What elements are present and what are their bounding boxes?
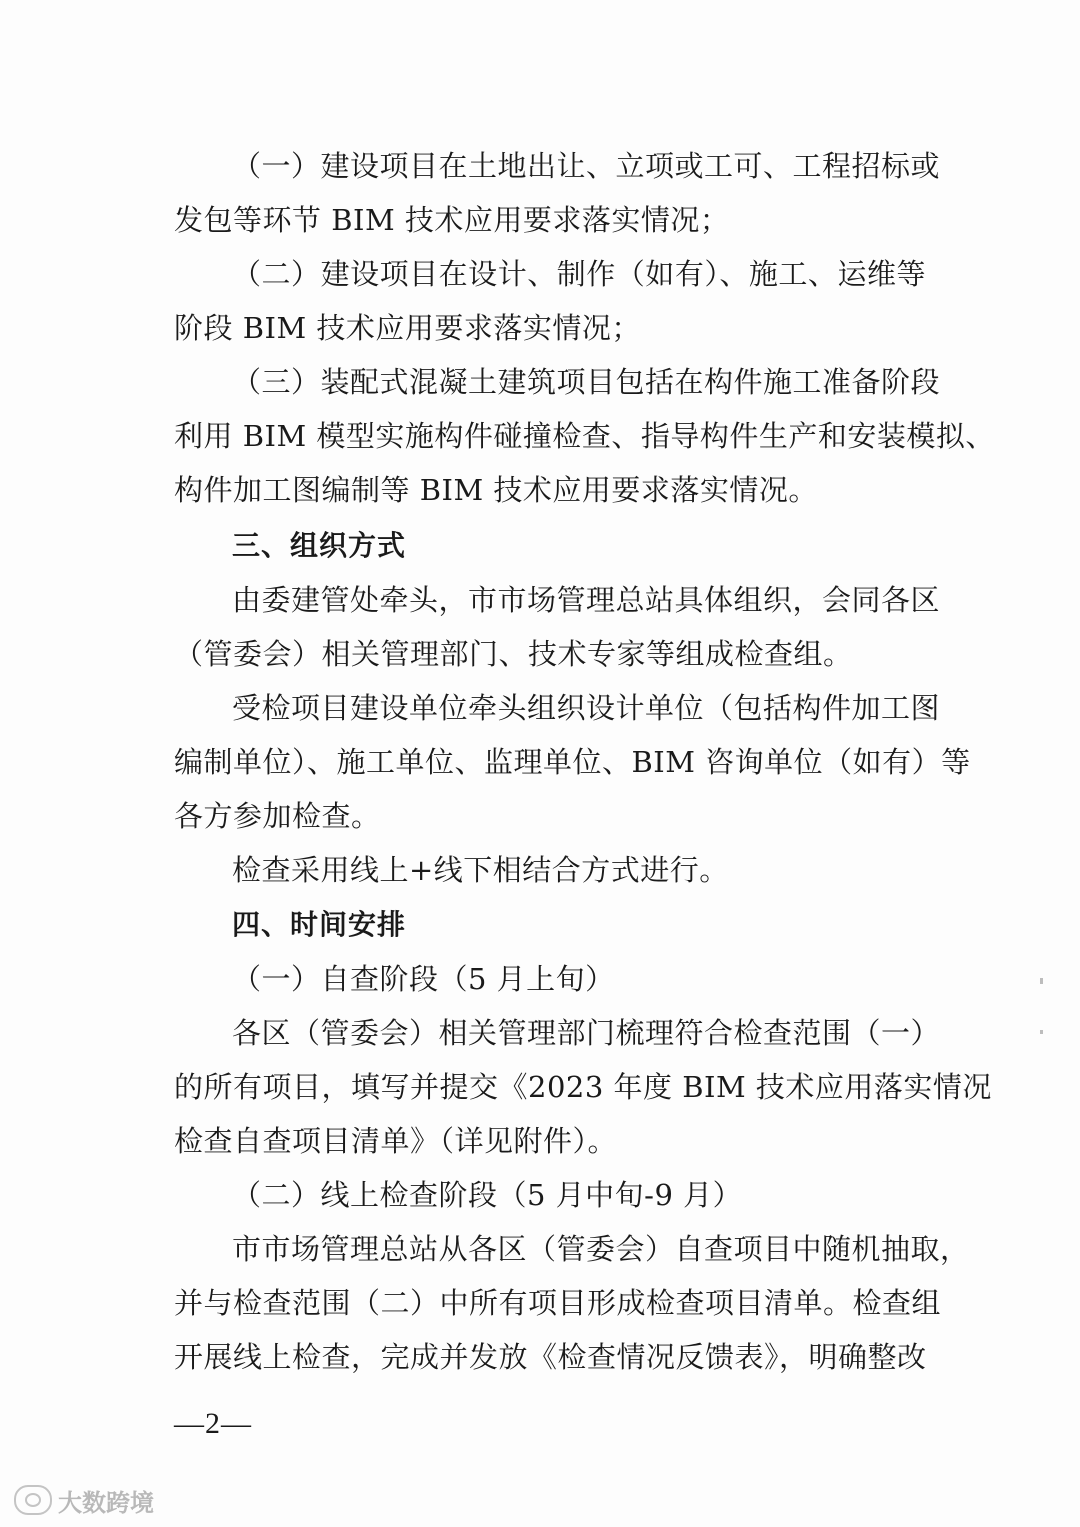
- paragraph-line: 的所有项目，填写并提交《2023 年度 BIM 技术应用落实情况: [174, 1070, 992, 1104]
- paragraph-line: 编制单位）、施工单位、监理单位、BIM 咨询单位（如有）等: [174, 745, 971, 779]
- paragraph-line: 受检项目建设单位牵头组织设计单位（包括构件加工图: [232, 691, 941, 725]
- paragraph-line: 市市场管理总站从各区（管委会）自查项目中随机抽取，: [232, 1232, 970, 1266]
- paragraph-line: 由委建管处牵头，市市场管理总站具体组织，会同各区: [232, 583, 941, 617]
- paragraph-line: 构件加工图编制等 BIM 技术应用要求落实情况。: [174, 473, 818, 507]
- paragraph-line: （管委会）相关管理部门、技术专家等组成检查组。: [174, 637, 853, 671]
- scan-speck: [1040, 978, 1043, 984]
- paragraph-line: （三）装配式混凝土建筑项目包括在构件施工准备阶段: [232, 365, 941, 399]
- page-number: —2—: [174, 1407, 252, 1440]
- section-heading: 四、时间安排: [232, 908, 407, 941]
- subsection-heading: （二）线上检查阶段（5 月中旬-9 月）: [232, 1178, 743, 1212]
- paragraph-line: 利用 BIM 模型实施构件碰撞检查、指导构件生产和安装模拟、: [174, 419, 995, 453]
- watermark-logo-icon: [14, 1485, 52, 1515]
- paragraph-line: 各方参加检查。: [174, 799, 381, 833]
- scan-speck: [1040, 1030, 1043, 1034]
- paragraph-line: 发包等环节 BIM 技术应用要求落实情况；: [174, 203, 730, 237]
- watermark-text: 大数跨境: [58, 1488, 154, 1517]
- paragraph-line: 检查自查项目清单》（详见附件）。: [174, 1124, 618, 1158]
- section-heading: 三、组织方式: [232, 529, 407, 562]
- watermark: [14, 1484, 154, 1516]
- paragraph-line: 并与检查范围（二）中所有项目形成检查项目清单。检查组: [174, 1286, 942, 1320]
- subsection-heading: （一）自查阶段（5 月上旬）: [232, 962, 615, 996]
- paragraph-line: 检查采用线上+线下相结合方式进行。: [232, 853, 729, 887]
- paragraph-line: 阶段 BIM 技术应用要求落实情况；: [174, 311, 641, 345]
- paragraph-line: （一）建设项目在土地出让、立项或工可、工程招标或: [232, 149, 941, 183]
- paragraph-line: （二）建设项目在设计、制作（如有）、施工、运维等: [232, 257, 926, 291]
- paragraph-line: 各区（管委会）相关管理部门梳理符合检查范围（一）: [232, 1016, 941, 1050]
- paragraph-line: 开展线上检查，完成并发放《检查情况反馈表》，明确整改: [174, 1340, 927, 1374]
